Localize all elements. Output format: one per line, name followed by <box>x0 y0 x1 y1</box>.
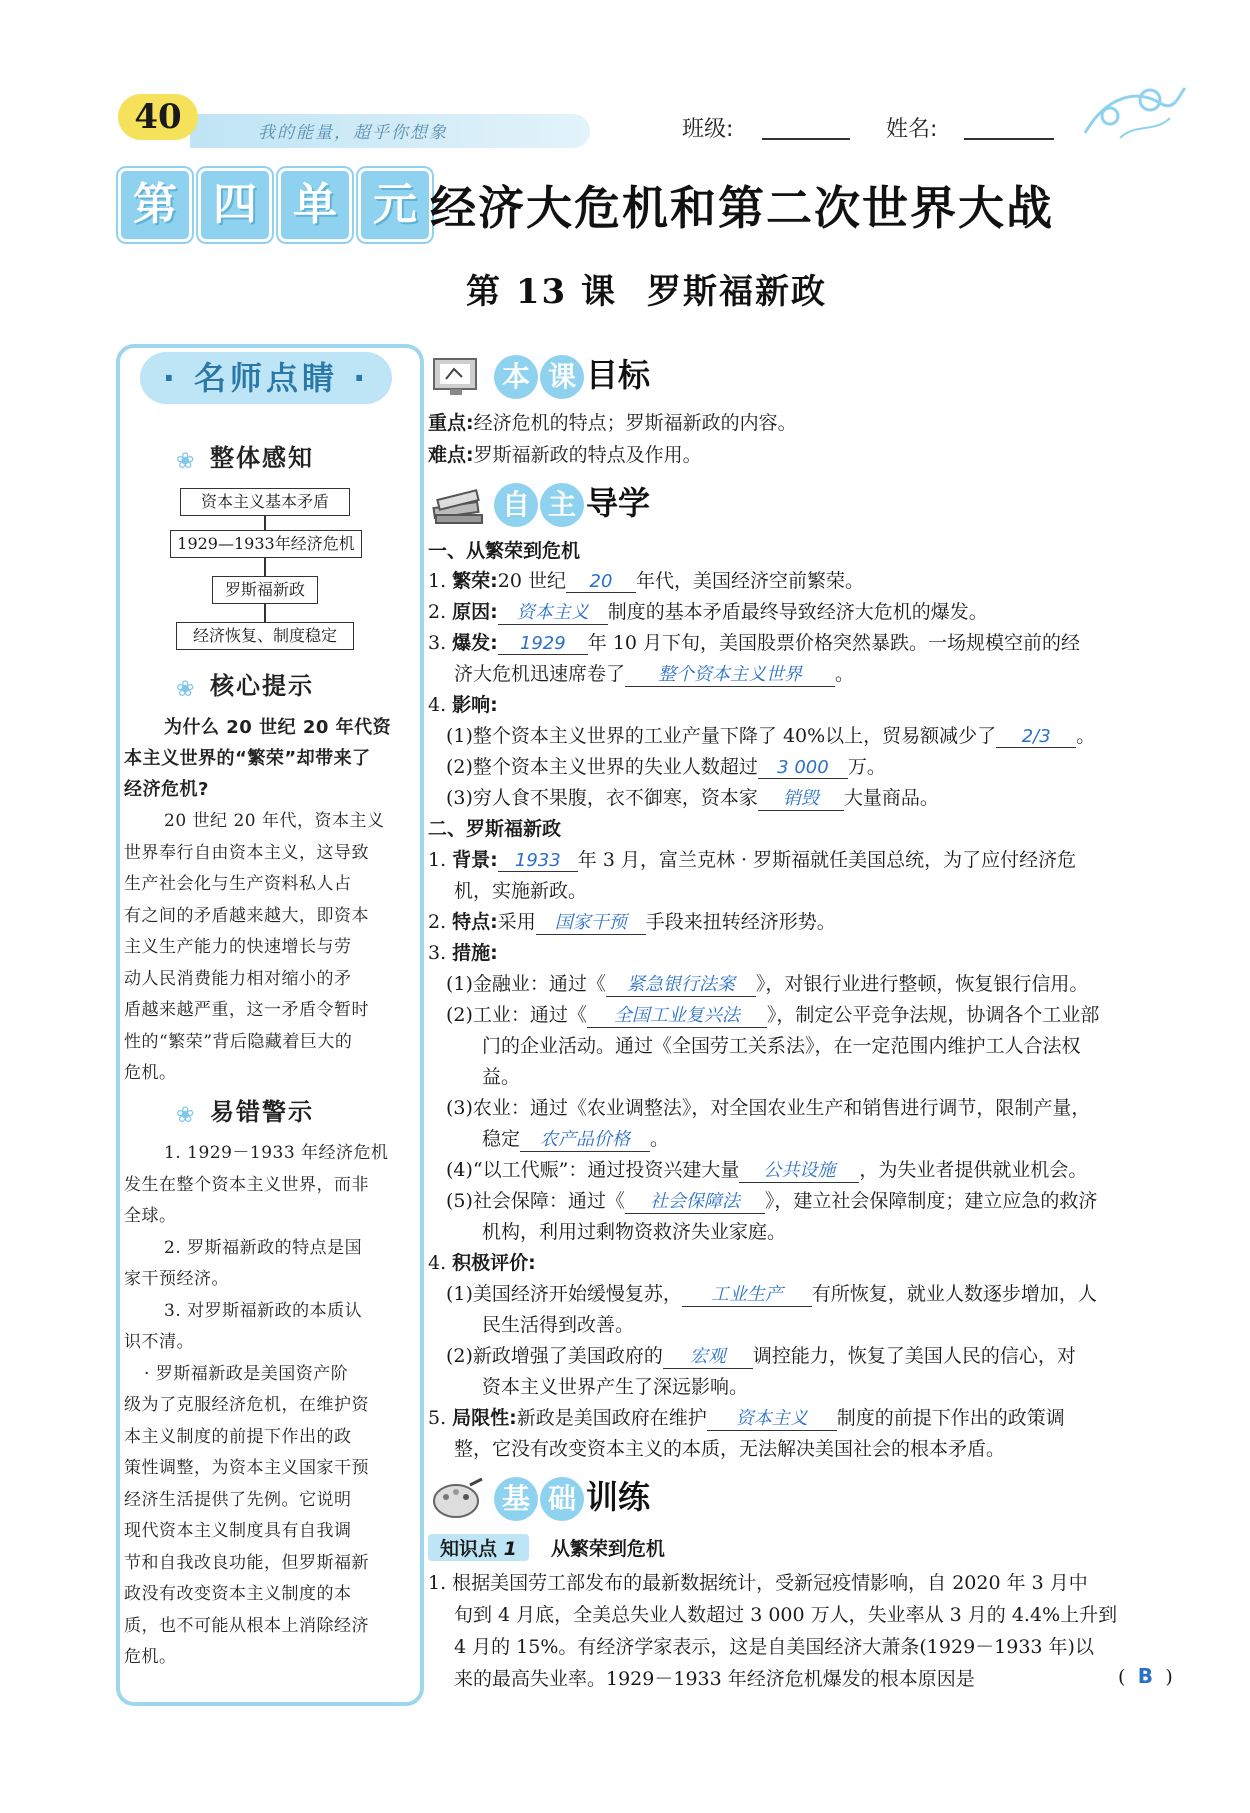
core-question: 为什么 20 世纪 20 年代资 本主义世界的“繁荣”却带来了 经济危机? <box>124 717 392 800</box>
evaluation-2-cont: 资本主义世界产生了深远影响。 <box>482 1376 749 1398</box>
butterfly-icon: ❀ <box>176 677 197 702</box>
header-slogan: 我的能量，超乎你想象 <box>258 123 448 143</box>
question-1: 1. 根据美国劳工部发布的最新数据统计，受新冠疫情影响，自 2020 年 3 月中 <box>428 1572 1088 1594</box>
measure-social-security-cont: 机构，利用过剩物资救济失业家庭。 <box>482 1221 787 1243</box>
screen-icon <box>430 355 486 399</box>
measure-social-security: (5)社会保障：通过《 社会保障法 》，建立社会保障制度；建立应急的救济 <box>446 1186 1097 1214</box>
flow-arrow <box>264 558 266 576</box>
question-1-cont: 旬到 4 月底，全美总失业人数超过 3 000 万人，失业率从 3 月的 4.4%上升到 <box>454 1604 1118 1626</box>
key-points: 重点:经济危机的特点；罗斯福新政的内容。 <box>428 412 797 434</box>
question-1-cont: 4 月的 15%。有经济学家表示，这是自美国经济大萧条(1929－1933 年)以 <box>454 1636 1094 1658</box>
prosperity-line: 1. 繁荣:20 世纪 20 年代，美国经济空前繁荣。 <box>428 570 865 592</box>
question-1-cont: 来的最高失业率。1929－1933 年经济危机爆发的根本原因是 <box>454 1668 975 1690</box>
outbreak-line-cont: 济大危机迅速席卷了 整个资本主义世界 。 <box>454 659 854 687</box>
lesson-title <box>466 264 827 313</box>
impact-2: (2)整个资本主义世界的失业人数超过 3 000 万。 <box>446 756 886 778</box>
limitation-line-cont: 整，它没有改变资本主义的本质，无法解决美国社会的根本矛盾。 <box>454 1438 1006 1460</box>
flow-step: 罗斯福新政 <box>212 576 318 604</box>
measure-finance: (1)金融业：通过《 紧急银行法案 》，对银行业进行整顿，恢复银行信用。 <box>446 969 1088 997</box>
butterfly-icon: ❀ <box>176 1103 197 1128</box>
flow-arrow <box>264 604 266 622</box>
page-number: 40 <box>118 94 198 140</box>
unit-char: 单 <box>278 168 352 242</box>
core-title: ❀ 核心提示 <box>176 672 314 702</box>
measure-industry-cont: 门的企业活动。通过《全国劳工关系法》，在一定范围内维护工人合法权 <box>482 1035 1081 1057</box>
measure-industry-end: 益。 <box>482 1066 521 1088</box>
goals-header: 本 课 目标 <box>430 350 650 399</box>
overview-title: ❀ 整体感知 <box>176 444 314 474</box>
guide-header: 自 主 导学 <box>430 478 650 527</box>
feature-line: 2. 特点:采用 国家干预 手段来扭转经济形势。 <box>428 907 836 935</box>
floral-ornament-icon <box>1080 78 1190 148</box>
unit-char: 元 <box>358 168 432 242</box>
limitation-line: 5. 局限性:新政是美国政府在维护 资本主义 制度的前提下作出的政策调 <box>428 1403 1065 1431</box>
impact-title: 4. 影响: <box>428 694 498 716</box>
class-label: 班级: <box>682 117 734 142</box>
flow-step: 1929—1933年经济危机 <box>170 530 362 558</box>
measures-title: 3. 措施: <box>428 942 498 964</box>
measure-industry: (2)工业：通过《 全国工业复兴法 》，制定公平竞争法规，协调各个工业部 <box>446 1000 1099 1028</box>
measure-agriculture: (3)农业：通过《农业调整法》，对全国农业生产和销售进行调节，限制产量， <box>446 1097 1091 1119</box>
measure-agriculture-cont: 稳定 农产品价格 。 <box>482 1124 669 1152</box>
sidebar-heading: · 名师点睛 · <box>140 352 392 404</box>
cause-line: 2. 原因: 资本主义 制度的基本矛盾最终导致经济大危机的爆发。 <box>428 597 988 625</box>
impact-3: (3)穷人食不果腹，衣不御寒，资本家 销毁 大量商品。 <box>446 783 939 811</box>
evaluation-2: (2)新政增强了美国政府的 宏观 调控能力，恢复了美国人民的信心，对 <box>446 1341 1076 1369</box>
difficult-points: 难点:罗斯福新政的特点及作用。 <box>428 444 702 466</box>
flow-step: 经济恢复、制度稳定 <box>176 622 354 650</box>
evaluation-title: 4. 积极评价: <box>428 1252 536 1274</box>
training-header: 基 础 训练 <box>430 1472 650 1521</box>
error-text: 1. 1929－1933 年经济危机 发生在整个资本主义世界，而非 全球。 2. 罗斯福新政的特点是国 家干预经济。 3. 对罗斯福新政的本质认 识不清。 · 罗斯福新政是美国资产阶 级为了克服经济危机，在维护资 本主义制度的前提下作出的政 策性调整，为资本主义国家干预 经济生活提供了先例。它说明 现代资本主义制度具有自我调 节和自我改良功能，但罗斯福新 政没有改变资本主义制度的本 质，也不可能从根本上消除经济 危机。 <box>124 1143 389 1667</box>
knowledge-point-badge: 知识点 1 <box>428 1534 529 1561</box>
butterfly-icon: ❀ <box>176 449 197 474</box>
unit-char: 第 <box>118 168 192 242</box>
lesson-name: 罗斯福新政 <box>647 272 827 312</box>
section2-title: 二、罗斯福新政 <box>428 818 562 840</box>
evaluation-1: (1)美国经济开始缓慢复苏， 工业生产 有所恢复，就业人数逐步增加，人 <box>446 1279 1097 1307</box>
section1-title: 一、从繁荣到危机 <box>428 540 581 562</box>
unit-title: 经济大危机和第二次世界大战 <box>430 181 1054 235</box>
unit-char: 四 <box>198 168 272 242</box>
outbreak-line: 3. 爆发: 1929 年 10 月下旬，美国股票价格突然暴跌。一场规模空前的经 <box>428 632 1081 654</box>
name-label: 姓名: <box>886 117 938 142</box>
flow-step: 资本主义基本矛盾 <box>180 488 350 516</box>
core-answer: 20 世纪 20 年代，资本主义 世界奉行自由资本主义，这导致 生产社会化与生产资料私人占 有之间的矛盾越来越大，即资本 主义生产能力的快速增长与劳 动人民消费能力相对缩小的矛 盾越来越严重，这一矛盾令暂时 性的“繁荣”背后隐藏着巨大的 危机。 <box>124 811 385 1083</box>
class-blank <box>762 138 850 140</box>
palette-icon <box>430 1477 486 1521</box>
answer-value: B <box>1137 1664 1154 1688</box>
background-line: 1. 背景: 1933 年 3 月，富兰克林 · 罗斯福就任美国总统，为了应付经济危 <box>428 849 1077 871</box>
background-line-cont: 机，实施新政。 <box>454 880 588 902</box>
evaluation-1-cont: 民生活得到改善。 <box>482 1314 635 1336</box>
flow-arrow <box>264 516 266 530</box>
books-icon <box>430 483 486 527</box>
lesson-number: 第 13 课 <box>466 272 617 312</box>
knowledge-point-header: 知识点 1 从繁荣到危机 <box>428 1534 665 1561</box>
measure-work-relief: (4)“以工代赈”：通过投资兴建大量 公共设施 ，为失业者提供就业机会。 <box>446 1155 1087 1183</box>
error-title: ❀ 易错警示 <box>176 1098 314 1128</box>
name-blank <box>964 138 1054 140</box>
unit-label <box>118 168 438 242</box>
impact-1: (1)整个资本主义世界的工业产量下降了 40%以上，贸易额减少了 2/3 。 <box>446 725 1096 747</box>
answer-paren: ( B ) <box>1118 1664 1173 1688</box>
